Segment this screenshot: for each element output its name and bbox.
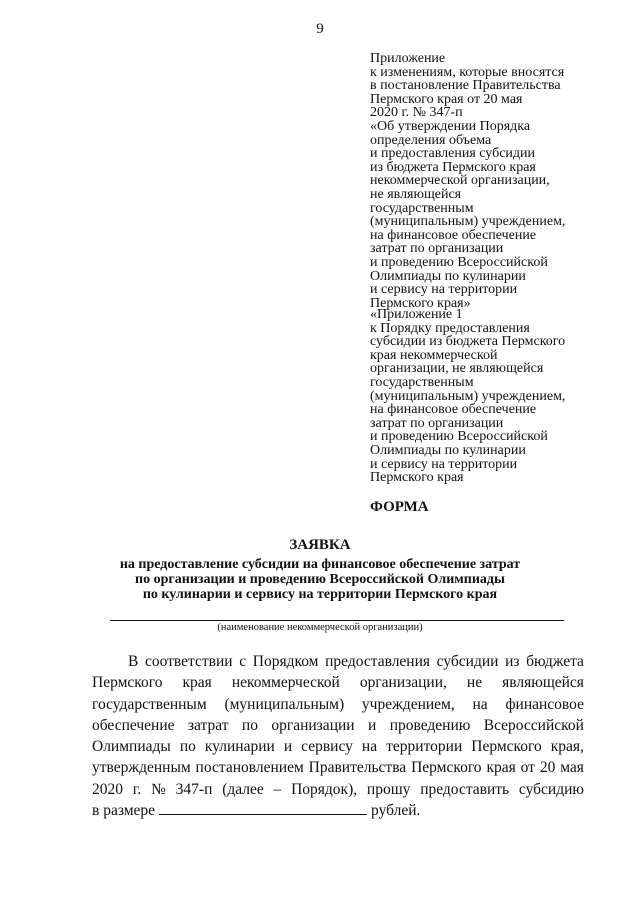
- body-word: 347-п: [175, 780, 213, 798]
- body-word: и: [283, 738, 293, 756]
- annex-line: (муниципальным) учреждением,: [370, 388, 566, 404]
- body-word: предоставления: [325, 653, 431, 670]
- organization-name-caption: (наименование некоммерческой организации): [217, 622, 423, 633]
- body-line: [92, 694, 584, 715]
- annex-line: «Об утверждении Порядка: [370, 118, 531, 134]
- annex-line: и предоставления субсидии: [370, 146, 536, 162]
- body-word: затрат: [187, 716, 229, 734]
- body-word: государственным: [92, 695, 207, 713]
- subtitle-line: по кулинарии и сервису на территории Пермского края: [142, 587, 498, 602]
- body-word: 20: [539, 759, 556, 777]
- annex-line: Олимпиады по кулинарии: [370, 268, 526, 284]
- annex-line: государственным: [370, 374, 474, 390]
- annex-line: определения объема: [370, 132, 492, 148]
- body-word: Правительства: [308, 759, 407, 777]
- annex-line: Олимпиады по кулинарии: [370, 442, 526, 458]
- body-word: края: [182, 674, 212, 692]
- annex-line: государственным: [370, 200, 474, 216]
- amount-blank-field: [159, 800, 367, 815]
- annex-line: «Приложение 1: [370, 307, 463, 322]
- body-word: соответствии: [144, 653, 233, 670]
- body-line: [92, 736, 584, 757]
- body-word: с: [239, 653, 247, 670]
- body-word: субсидию: [518, 780, 584, 798]
- body-word: кулинарии: [204, 738, 275, 756]
- body-word: на: [361, 738, 378, 756]
- document-subtitle: [0, 557, 640, 602]
- annex-line: Пермского края от 20 мая: [370, 91, 523, 107]
- annex-line: затрат по организации: [370, 241, 504, 257]
- body-word: учреждением,: [361, 695, 455, 713]
- page-number: 9: [316, 21, 324, 37]
- organization-name-line: [110, 620, 564, 621]
- annex-header-block: [370, 52, 620, 310]
- body-word: территории: [386, 738, 463, 756]
- body-line: [92, 672, 584, 693]
- body-word: на: [472, 695, 488, 713]
- body-word: (муниципальным): [224, 695, 345, 713]
- annex-line: в постановление Правительства: [370, 78, 561, 94]
- body-line: [92, 715, 584, 736]
- body-word: проведению: [389, 716, 471, 734]
- body-word: №: [151, 780, 166, 798]
- annex-line: к изменениям, которые вносятся: [370, 64, 565, 80]
- body-word: края: [486, 759, 516, 777]
- annex-line: субсидии из бюджета Пермского: [370, 334, 566, 350]
- annex-line: Пермского края: [370, 470, 464, 486]
- body-line: [92, 651, 584, 672]
- annex-line: 2020 г. № 347-п: [370, 105, 463, 121]
- annex-line: на финансовое обеспечение: [370, 402, 537, 418]
- annex-line: (муниципальным) учреждением,: [370, 214, 566, 230]
- body-word: сервису: [301, 738, 353, 756]
- body-word: финансовое: [505, 695, 584, 713]
- annex-line: не являющейся: [370, 186, 462, 202]
- body-word: Пермского: [411, 759, 482, 777]
- annex-line: и сервису на территории: [370, 282, 518, 298]
- annex-line: края некоммерческой: [370, 347, 498, 363]
- annex-line: Приложение: [370, 51, 446, 66]
- body-word: обеспечение: [92, 716, 175, 734]
- body-word: предоставить: [420, 780, 510, 798]
- body-word: –: [273, 780, 282, 798]
- annex-line: затрат по организации: [370, 415, 504, 431]
- annex-line: некоммерческой организации,: [370, 173, 550, 189]
- body-word: г.: [132, 780, 142, 798]
- body-word: прошу: [366, 780, 411, 798]
- body-word: не: [466, 674, 483, 692]
- body-word: Пермского: [92, 674, 163, 692]
- amount-line: [92, 800, 584, 821]
- body-word: мая: [560, 759, 584, 777]
- body-word: края,: [550, 738, 584, 756]
- body-word: В: [128, 653, 139, 670]
- annex-line: и сервису на территории: [370, 456, 518, 472]
- amount-suffix: рублей.: [371, 802, 421, 820]
- body-word: утвержденным: [92, 759, 191, 777]
- body-word: Всероссийской: [483, 716, 584, 734]
- application-body: [92, 651, 584, 821]
- body-line: [92, 779, 584, 800]
- body-word: Пермского: [471, 738, 542, 756]
- body-word: и: [367, 716, 377, 734]
- body-word: бюджета: [526, 653, 584, 670]
- annex-line: Пермского края»: [370, 295, 471, 311]
- annex-line: из бюджета Пермского края: [370, 159, 536, 175]
- body-word: (далее: [222, 780, 264, 798]
- document-title: ЗАЯВКА: [289, 537, 351, 553]
- form-label: ФОРМА: [370, 499, 429, 515]
- body-word: постановлением: [195, 759, 304, 777]
- annex-line: организации, не являющейся: [370, 361, 544, 377]
- body-word: от: [520, 759, 535, 777]
- body-word: некоммерческой: [231, 674, 340, 692]
- body-word: Порядок),: [291, 780, 358, 798]
- body-word: 2020: [92, 780, 123, 798]
- body-word: организации,: [359, 674, 447, 692]
- subtitle-line: по организации и проведению Всероссийской Олимпиады: [135, 572, 505, 587]
- body-word: по: [179, 738, 196, 756]
- amount-prefix: в размере: [92, 802, 156, 820]
- body-word: являющейся: [502, 674, 584, 692]
- annex-line: и проведению Всероссийской: [370, 254, 548, 270]
- body-word: Олимпиады: [92, 738, 171, 756]
- body-word: по: [241, 716, 258, 734]
- annex-1-block: [370, 308, 620, 485]
- annex-line: и проведению Всероссийской: [370, 429, 548, 445]
- subtitle-line: на предоставление субсидии на финансовое обеспечение затрат: [119, 557, 521, 572]
- body-word: из: [505, 653, 520, 670]
- body-line: [92, 757, 584, 778]
- body-word: организации: [271, 716, 355, 734]
- body-word: Порядком: [252, 653, 319, 670]
- body-word: субсидии: [436, 653, 499, 670]
- annex-line: к Порядку предоставления: [370, 320, 530, 336]
- annex-line: на финансовое обеспечение: [370, 227, 537, 243]
